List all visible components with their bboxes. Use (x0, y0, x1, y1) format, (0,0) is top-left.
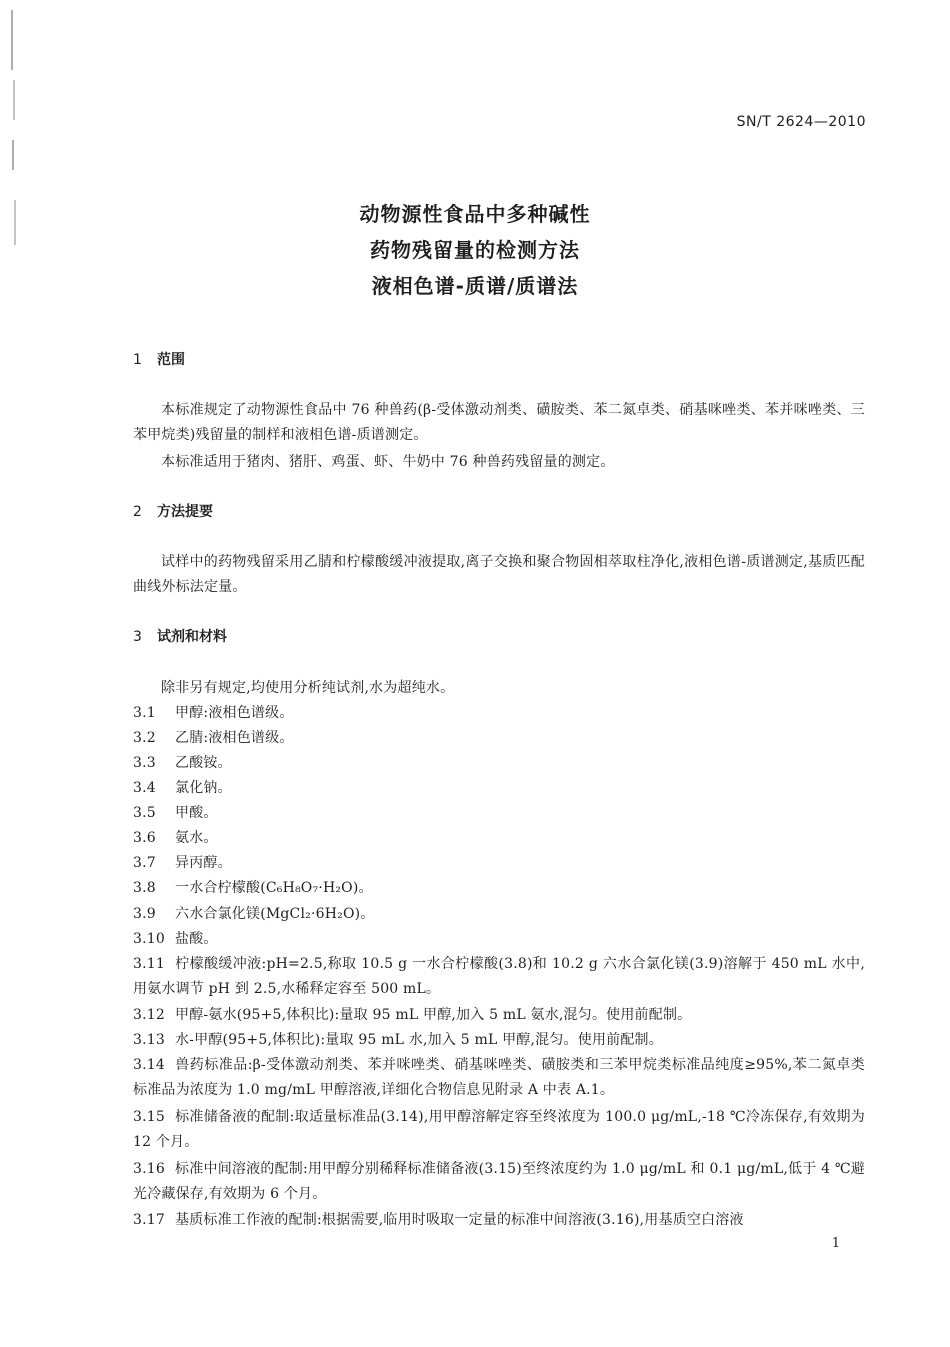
list-item: 3.2 乙腈:液相色谱级。 (133, 730, 294, 746)
list-item: 3.15 标准储备液的配制:取适量标准品(3.14),用甲醇溶解定容至终浓度为 100.0 μg/mL,-18 ℃冷冻保存,有效期为 12 个月。 (133, 1109, 865, 1150)
section-2-heading (133, 501, 213, 521)
list-item: 3.6 氨水。 (133, 830, 218, 846)
list-item: 3.17 基质标准工作液的配制:根据需要,临用时吸取一定量的标准中间溶液(3.16),用基质空白溶液 (133, 1212, 744, 1228)
list-item: 3.1 甲醇:液相色谱级。 (133, 705, 294, 721)
section-number: 1 (133, 352, 142, 368)
list-item: 3.14 兽药标准品:β-受体激动剂类、苯并咪唑类、硝基咪唑类、磺胺类和三苯甲烷类标准品纯度≥95%,苯二氮卓类标准品为浓度为 1.0 mg/mL 甲醇溶液,详细化合物信息见附录 A 中表 A.1。 (133, 1057, 865, 1098)
list-item: 3.4 氯化钠。 (133, 780, 232, 796)
list-item: 3.9 六水合氯化镁(MgCl₂·6H₂O)。 (133, 906, 375, 922)
section-1-heading (133, 349, 185, 369)
list-item: 3.13 水-甲醇(95+5,体积比):量取 95 mL 水,加入 5 mL 甲醇,混匀。使用前配制。 (133, 1032, 663, 1048)
document-title (0, 196, 950, 304)
title-line-2: 药物残留量的检测方法 (370, 238, 580, 262)
list-item: 3.3 乙酸铵。 (133, 755, 232, 771)
section-title: 方法提要 (157, 504, 213, 520)
page-number: 1 (831, 1236, 840, 1251)
section-title: 试剂和材料 (157, 629, 227, 645)
section-number: 3 (133, 629, 142, 645)
list-item: 3.16 标准中间溶液的配制:用甲醇分别稀释标准储备液(3.15)至终浓度约为 1.0 μg/mL 和 0.1 μg/mL,低于 4 ℃避光冷藏保存,有效期为 6 个月。 (133, 1161, 865, 1202)
title-line-3: 液相色谱-质谱/质谱法 (371, 274, 579, 298)
section-2-paragraph-1: 试样中的药物残留采用乙腈和柠檬酸缓冲液提取,离子交换和聚合物固相萃取柱净化,液相色谱-质谱测定,基质匹配曲线外标法定量。 (133, 554, 865, 595)
section-number: 2 (133, 504, 142, 520)
section-3-intro: 除非另有规定,均使用分析纯试剂,水为超纯水。 (161, 680, 455, 696)
standard-code: SN/T 2624—2010 (736, 114, 866, 130)
list-item: 3.11 柠檬酸缓冲液:pH=2.5,称取 10.5 g 一水合柠檬酸(3.8)和 10.2 g 六水合氯化镁(3.9)溶解于 450 mL 水中,用氨水调节 pH 到 2.5,水稀释定容至 500 mL。 (133, 956, 865, 997)
section-3-heading (133, 626, 227, 646)
section-1-paragraph-2: 本标准适用于猪肉、猪肝、鸡蛋、虾、牛奶中 76 种兽药残留量的测定。 (161, 454, 615, 470)
list-item: 3.7 异丙醇。 (133, 855, 232, 871)
list-item: 3.10 盐酸。 (133, 931, 218, 947)
section-1-paragraph-1: 本标准规定了动物源性食品中 76 种兽药(β-受体激动剂类、磺胺类、苯二氮卓类、硝基咪唑类、苯并咪唑类、三苯甲烷类)残留量的制样和液相色谱-质谱测定。 (133, 402, 865, 443)
list-item: 3.12 甲醇-氨水(95+5,体积比):量取 95 mL 甲醇,加入 5 mL 氨水,混匀。使用前配制。 (133, 1007, 692, 1023)
list-item: 3.5 甲酸。 (133, 805, 218, 821)
section-title: 范围 (157, 352, 185, 368)
title-line-1: 动物源性食品中多种碱性 (359, 202, 591, 226)
list-item: 3.8 一水合柠檬酸(C₆H₈O₇·H₂O)。 (133, 880, 373, 896)
